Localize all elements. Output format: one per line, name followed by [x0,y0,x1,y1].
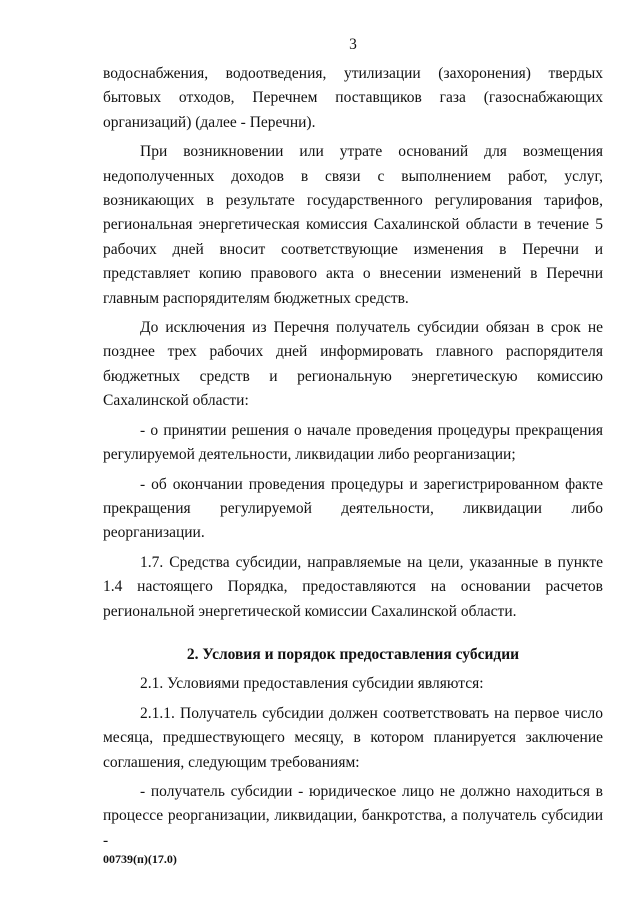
paragraph-recipient-obligation: До исключения из Перечня получатель субсидии обязан в срок не позднее трех рабочих дней информировать главного распорядителя бюджетных средств и региональную энергетическую комиссию Сахалинской области: [103,319,603,410]
list-item-legal-entity: - получатель субсидии - юридическое лицо не должно находиться в процессе реорганизации, ликвидации, банкротства, а получатель субсидии - [103,782,603,849]
paragraph-2-1-1: 2.1.1. Получатель субсидии должен соответствовать на первое число месяца, предшествующего месяцу, в котором планируется заключение соглашения, следующим требованиям: [103,704,603,771]
document-body [103,62,603,858]
paragraph-perechni-continuation: водоснабжения, водоотведения, утилизации (захоронения) твердых бытовых отходов, Перечнем поставщиков газа (газоснабжающих организаций) (далее - Перечни). [103,65,603,131]
page-number: 3 [349,36,357,53]
document-code: 00739(п)(17.0) [103,852,177,866]
paragraph-changes-to-lists: При возникновении или утрате оснований для возмещения недополученных доходов в связи с выполнением работ, услуг, возникающих в результате государственного регулирования тарифов, региональная энергетическая комиссия Сахалинской области в течение 5 рабочих дней вносит соответствующие изменения в Перечни и представляет копию правового акта о внесении изменений в Перечни главным распорядителям бюджетных средств. [103,143,603,307]
list-item-procedure-end: - об окончании проведения процедуры и зарегистрированном факте прекращения регулируемой деятельности, ликвидации либо реорганизации. [103,475,603,542]
list-item-decision-start: - о принятии решения о начале проведения процедуры прекращения регулируемой деятельности, ликвидации либо реорганизации; [103,421,603,464]
section-heading: 2. Условия и порядок предоставления субсидии [186,645,520,663]
paragraph-1-7: 1.7. Средства субсидии, направляемые на цели, указанные в пункте 1.4 настоящего Порядка, предоставляются на основании расчетов региональной энергетической комиссии Сахалинской области. [103,553,603,620]
paragraph-2-1: 2.1. Условиями предоставления субсидии являются: [140,675,484,693]
